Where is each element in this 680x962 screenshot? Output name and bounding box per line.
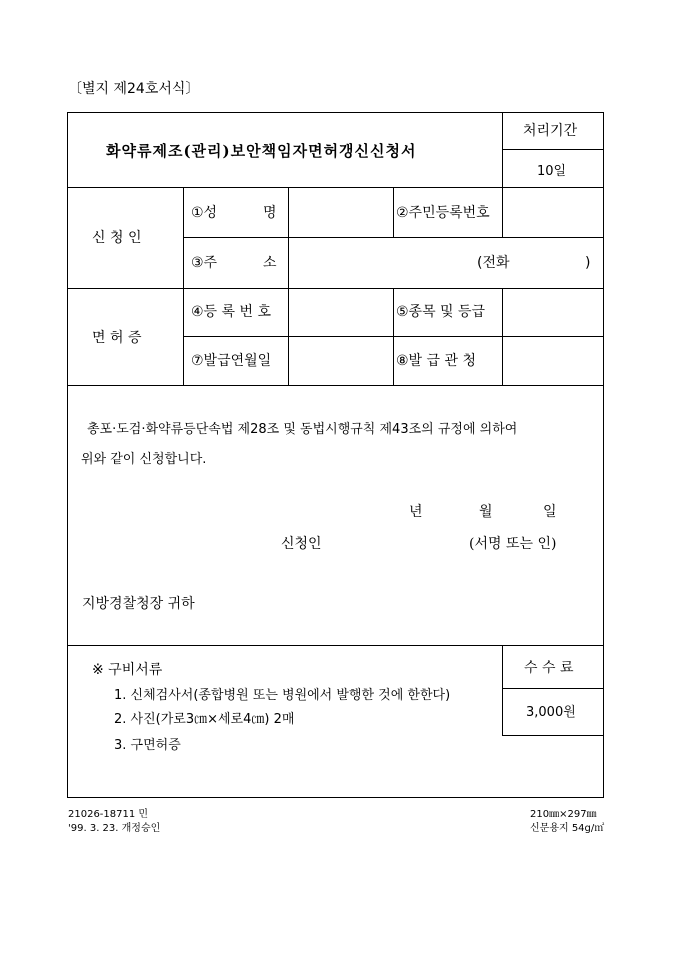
document-item: 2. 사진(가로3㎝×세로4㎝) 2매 bbox=[114, 712, 295, 727]
footer-code: 21026-18711 민 bbox=[68, 809, 149, 820]
license-section-label: 면 허 증 bbox=[92, 330, 142, 346]
divider bbox=[68, 385, 603, 386]
divider bbox=[502, 688, 603, 689]
document-item: 1. 신체검사서(종합병원 또는 병원에서 발행한 것에 한한다) bbox=[114, 688, 451, 703]
document-item: 3. 구면허증 bbox=[114, 738, 181, 753]
fee-label: 수 수 료 bbox=[524, 660, 574, 676]
address-label: ③주 bbox=[191, 255, 218, 271]
divider bbox=[502, 645, 503, 735]
form-title: 화약류제조(관리)보안책임자면허갱신신청서 bbox=[106, 142, 417, 160]
signature-label: (서명 또는 인) bbox=[469, 536, 557, 552]
footer-paper-type: 신문용지 54g/㎡ bbox=[530, 823, 605, 834]
statement-line-1: 총포·도검·화약류등단속법 제28조 및 동법시행규칙 제43조의 규정에 의하여 bbox=[87, 422, 518, 437]
rrn-label: ②주민등록번호 bbox=[396, 205, 490, 221]
divider bbox=[502, 187, 503, 237]
registration-number-label: ④등 록 번 호 bbox=[191, 304, 271, 320]
issue-date-label: ⑦발급연월일 bbox=[191, 353, 272, 369]
footer-approval: '99. 3. 23. 개정승인 bbox=[68, 823, 161, 834]
form-number-label: 〔별지 제24호서식〕 bbox=[68, 81, 200, 97]
address-label-2: 소 bbox=[263, 255, 277, 271]
day-label: 일 bbox=[543, 504, 557, 520]
divider bbox=[68, 187, 603, 188]
processing-period-value: 10일 bbox=[537, 164, 567, 179]
statement-line-2: 위와 같이 신청합니다. bbox=[81, 452, 207, 467]
issuing-authority-label: ⑧발 급 관 청 bbox=[396, 353, 476, 369]
applicant-sign-label: 신청인 bbox=[281, 536, 322, 552]
divider bbox=[288, 187, 289, 385]
year-label: 년 bbox=[409, 504, 423, 520]
divider bbox=[393, 187, 394, 237]
divider bbox=[68, 645, 603, 646]
required-documents-header: ※ 구비서류 bbox=[92, 662, 163, 678]
footer-paper-size: 210㎜×297㎜ bbox=[530, 809, 597, 820]
divider bbox=[183, 237, 603, 238]
divider bbox=[502, 113, 503, 187]
month-label: 월 bbox=[479, 504, 493, 520]
divider bbox=[183, 187, 184, 385]
divider bbox=[68, 288, 603, 289]
application-form bbox=[67, 112, 604, 798]
type-grade-label: ⑤종목 및 등급 bbox=[396, 304, 486, 320]
phone-close: ) bbox=[585, 255, 591, 271]
divider bbox=[393, 288, 394, 385]
name-label-2: 명 bbox=[263, 205, 277, 221]
applicant-section-label: 신 청 인 bbox=[92, 230, 142, 246]
recipient-label: 지방경찰청장 귀하 bbox=[82, 596, 195, 612]
fee-value: 3,000원 bbox=[526, 705, 576, 720]
name-label: ①성 bbox=[191, 205, 218, 221]
divider bbox=[502, 288, 503, 385]
phone-label: (전화 bbox=[477, 255, 510, 271]
divider bbox=[502, 735, 603, 736]
processing-period-label: 처리기간 bbox=[523, 123, 578, 139]
divider bbox=[502, 149, 603, 150]
